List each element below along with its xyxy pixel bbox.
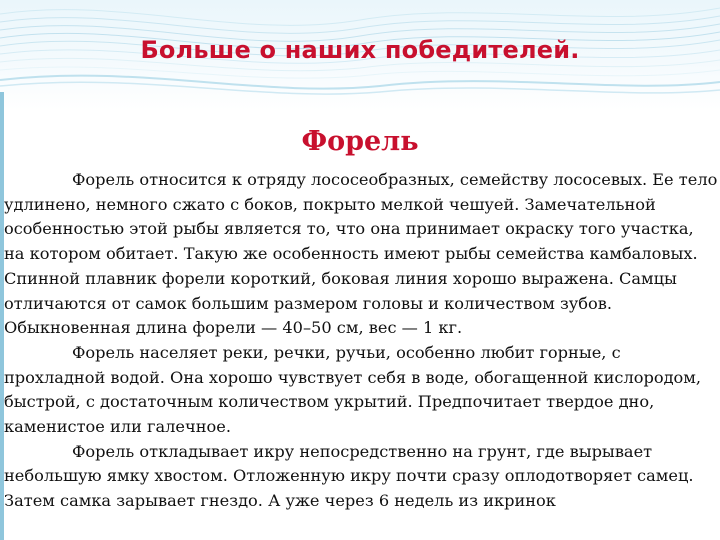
section-heading: Форель [301, 126, 419, 157]
slide-title: Больше о наших победителей. [140, 36, 580, 64]
body-text [4, 168, 718, 514]
paragraph-3: Форель откладывает икру непосредственно на грунт, где вырывает небольшую ямку хвостом. Отложенную икру почти сразу оплодотворяет самец. Затем самка зарывает гнездо. А уже через 6 недель из икринок [4, 441, 694, 511]
paragraph-2: Форель населяет реки, речки, ручьи, особенно любит горные, с прохладной водой. Она хорошо чувствует себя в воде, обогащенной кислородом, быстрой, с достаточным количеством укрытий. Предпочитает твердое дно, каменистое или галечное. [4, 342, 702, 437]
paragraph-1: Форель относится к отряду лососеобразных, семейству лососевых. Ее тело удлинено, немного сжато с боков, покрыто мелкой чешуей. Замечательной особенностью этой рыбы является то, что она принимает окраску того участка, на котором обитает. Такую же особенность имеют рыбы семейства камбаловых. Спинной плавник форели короткий, боковая линия хорошо выражена. Самцы отличаются от самок большим размером головы и количеством зубов. Обыкновенная длина форели — 40–50 см, вес — 1 кг. [4, 170, 718, 338]
